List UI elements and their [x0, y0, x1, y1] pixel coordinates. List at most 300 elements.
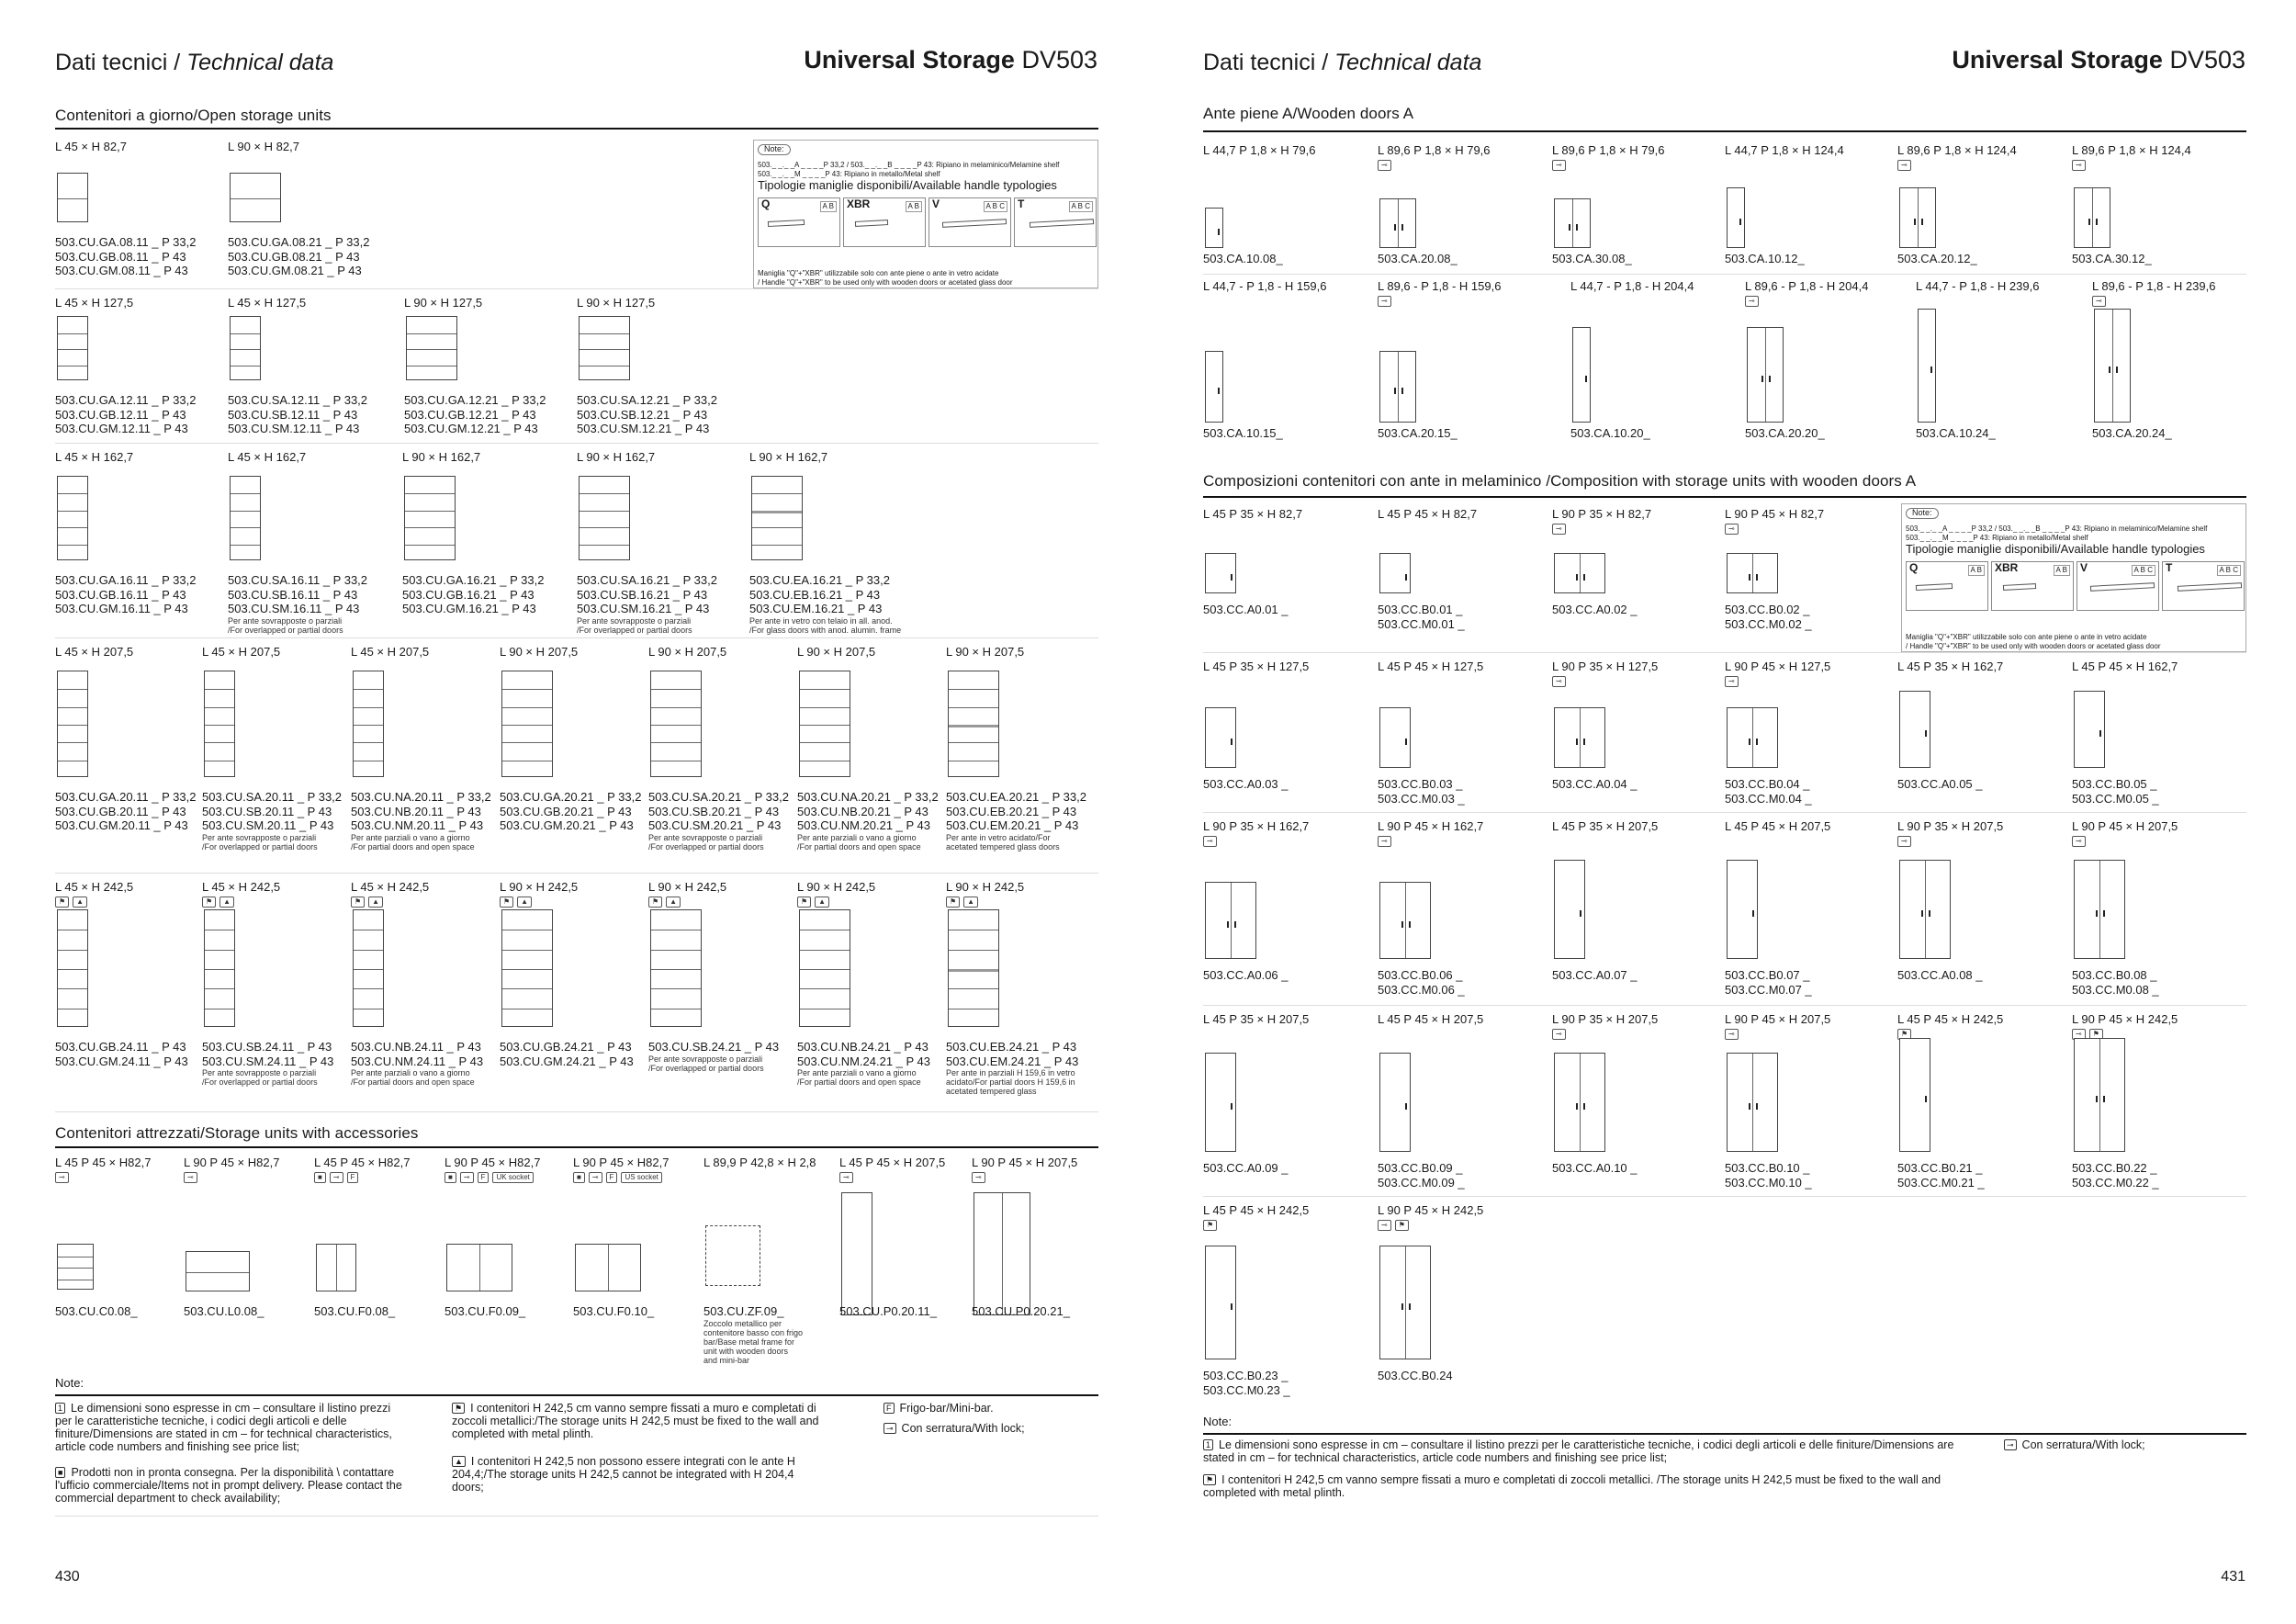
product-note: acetated tempered glass — [946, 1087, 1037, 1096]
product-note: Zoccolo metallico per — [703, 1318, 782, 1328]
handle-drawing — [1030, 219, 1094, 228]
product-code: 503.CU.GM.12.11 _ P 43 — [55, 422, 188, 435]
product-dimensions: L 90 P 35 × H 82,7 — [1552, 507, 1652, 521]
handle-options: A B — [906, 201, 922, 212]
handle-mark — [1749, 1103, 1750, 1110]
handle-box-2 — [843, 197, 926, 247]
door-drawing — [1205, 707, 1236, 768]
warning-icon: ▲ — [368, 897, 383, 908]
handle-mark — [1401, 388, 1403, 394]
accessory-item — [55, 1156, 184, 1367]
product-code: 503.CA.10.24_ — [1916, 426, 1996, 440]
door-split-line — [2092, 188, 2093, 247]
handle-label: T — [1018, 197, 1025, 210]
product-code: 503.CU.SM.12.11 _ P 43 — [228, 422, 360, 435]
flag-icon: ⚑ — [202, 897, 216, 908]
shelf-line — [651, 707, 701, 708]
product-code: 503.CC.B0.22 _ — [2072, 1161, 2157, 1175]
product-code: 503.CA.20.24_ — [2092, 426, 2172, 440]
handle-drawing — [2003, 583, 2036, 591]
product-code: 503.CU.GA.12.21 _ P 33,2 — [404, 393, 546, 407]
composition-item — [1203, 819, 1368, 1005]
handle-box-3 — [2077, 561, 2159, 611]
product-code: 503.CU.GA.08.11 _ P 33,2 — [55, 235, 197, 249]
product-code: 503.CU.SB.12.11 _ P 43 — [228, 407, 358, 422]
product-code: 503.CA.20.08_ — [1378, 252, 1458, 265]
section-rule — [1203, 496, 2246, 498]
handle-mark — [1231, 1103, 1232, 1110]
product-code: 503.CU.GB.12.11 _ P 43 — [55, 407, 186, 422]
product-codes — [703, 1304, 803, 1365]
shelf-line — [407, 333, 456, 334]
product-code: 503.CU.SM.16.11 _ P 43 — [228, 602, 360, 615]
handle-mark — [1583, 1103, 1585, 1110]
shelf-line — [651, 742, 701, 743]
product-dimensions: L 90 P 45 × H82,7 — [573, 1156, 670, 1169]
product-code: 503.CU.GM.16.21 _ P 43 — [402, 602, 536, 615]
product-codes — [577, 573, 717, 635]
socket-tag: US socket — [621, 1172, 661, 1183]
product-note: /For overlapped or partial doors — [202, 841, 318, 851]
product-code: 503.CA.30.12_ — [2072, 252, 2152, 265]
accessory-drawing — [705, 1225, 760, 1286]
product-dimensions: L 90 P 45 × H82,7 — [184, 1156, 280, 1169]
handle-label: V — [2080, 561, 2088, 574]
product-flags — [1725, 524, 1739, 535]
handle-mark — [1761, 376, 1763, 382]
product-codes — [972, 1304, 1070, 1319]
shelf-line — [580, 333, 629, 334]
product-code: 503.CU.F0.09_ — [445, 1304, 526, 1318]
product-flags — [2072, 160, 2086, 171]
door-drawing — [1379, 1053, 1411, 1152]
product-flags — [1203, 836, 1217, 847]
product-code: 503.CU.GM.24.21 _ P 43 — [500, 1054, 634, 1068]
handle-drawing — [1916, 583, 1953, 591]
shelf-line — [231, 349, 260, 350]
product-code: 503.CC.B0.10 _ — [1725, 1161, 1810, 1175]
product-dimensions: L 90 P 45 × H 207,5 — [1725, 1012, 1831, 1026]
product-codes — [648, 790, 789, 851]
product-item — [404, 296, 569, 448]
door-split-line — [1580, 1054, 1581, 1151]
shelf-line — [354, 689, 383, 690]
accessory-drawing — [446, 1244, 512, 1291]
warning-icon: ▲ — [517, 897, 532, 908]
product-flags — [1897, 836, 1911, 847]
product-codes — [1203, 777, 1289, 792]
product-code: 503.CU.P0.20.11_ — [839, 1304, 937, 1318]
flag-icon: ⚑ — [797, 897, 811, 908]
product-codes — [1725, 777, 1812, 806]
row-divider — [55, 443, 1098, 444]
product-code: 503.CC.M0.03 _ — [1378, 791, 1465, 806]
door-drawing — [1554, 860, 1585, 959]
key-icon: ⊸ — [1552, 160, 1566, 171]
product-codes — [1378, 603, 1465, 631]
product-item — [648, 880, 814, 1095]
door-drawing — [1379, 882, 1431, 959]
product-dimensions: L 45 P 35 × H 127,5 — [1203, 660, 1310, 673]
handle-drawing — [2178, 582, 2242, 592]
door-drawing — [1727, 707, 1778, 768]
door-drawing — [1899, 1038, 1930, 1152]
handle-label: V — [932, 197, 940, 210]
shelf-line — [502, 988, 552, 989]
door-split-line — [2099, 861, 2100, 958]
product-flags — [1725, 1029, 1739, 1040]
row-divider — [1203, 274, 2246, 275]
product-code: 503.CA.10.20_ — [1570, 426, 1650, 440]
cabinet-drawing — [948, 671, 999, 777]
handle-mark — [1401, 224, 1403, 231]
warning-icon: ▲ — [666, 897, 681, 908]
door-item — [1570, 279, 1745, 445]
handle-options: A B C — [2217, 565, 2241, 576]
flag-icon: ⚑ — [1203, 1220, 1217, 1231]
product-dimensions: L 44,7 - P 1,8 - H 239,6 — [1916, 279, 2040, 293]
handle-mark — [1749, 574, 1750, 581]
product-code: 503.CU.GB.16.21 _ P 43 — [402, 587, 535, 602]
product-code: 503.CU.NB.24.21 _ P 43 — [797, 1040, 929, 1054]
product-code: 503.CC.A0.04 _ — [1552, 777, 1638, 791]
product-item — [351, 645, 516, 851]
shelf-line — [58, 349, 87, 350]
product-code: 503.CU.GM.08.21 _ P 43 — [228, 264, 362, 277]
product-dimensions: L 89,6 - P 1,8 - H 239,6 — [2092, 279, 2216, 293]
shelf-line — [231, 511, 260, 512]
fridge-icon: F — [884, 1403, 895, 1414]
shelf-line — [949, 742, 998, 743]
product-flags — [1378, 1220, 1409, 1231]
product-dimensions: L 45 P 35 × H 82,7 — [1203, 507, 1303, 521]
product-code: 503.CA.30.08_ — [1552, 252, 1632, 265]
product-note: Per ante sovrapposte o parziali — [648, 1054, 763, 1064]
product-dimensions: L 45 × H 162,7 — [228, 450, 307, 464]
product-dimensions: L 45 P 45 × H 207,5 — [1378, 1012, 1484, 1026]
product-flags — [1378, 296, 1391, 307]
product-note: /For overlapped or partial doors — [648, 841, 764, 851]
product-code: 503.CA.10.08_ — [1203, 252, 1283, 265]
handle-mark — [1576, 739, 1578, 745]
handle-mark — [1769, 376, 1771, 382]
product-code: 503.CC.A0.03 _ — [1203, 777, 1289, 791]
page-header-title: Dati tecnici / Technical data — [1203, 50, 1482, 75]
handle-mark — [1914, 219, 1916, 225]
handle-box-1 — [1906, 561, 1988, 611]
shelf-line — [800, 969, 850, 970]
shelf-line — [580, 527, 629, 528]
shelf-line — [231, 333, 260, 334]
product-code: 503.CU.ZF.09_ — [703, 1304, 784, 1318]
cabinet-drawing — [57, 316, 88, 380]
product-dimensions: L 90 P 45 × H82,7 — [445, 1156, 541, 1169]
door-drawing — [1727, 1053, 1778, 1152]
door-drawing — [1727, 553, 1778, 593]
product-code: 503.CC.A0.05 _ — [1897, 777, 1983, 791]
page-number: 430 — [55, 1569, 80, 1585]
flag-icon: ⚑ — [1395, 1220, 1409, 1231]
composition-item — [1897, 819, 2063, 1005]
product-dimensions: L 90 × H 162,7 — [402, 450, 481, 464]
product-dimensions: L 89,6 - P 1,8 - H 159,6 — [1378, 279, 1502, 293]
product-code: 503.CU.GB.20.21 _ P 43 — [500, 804, 632, 818]
accessory-item — [703, 1156, 832, 1367]
product-code: 503.CU.GB.08.11 _ P 43 — [55, 249, 186, 264]
door-drawing — [1554, 1053, 1605, 1152]
key-icon: ⊸ — [839, 1172, 853, 1183]
product-code: 503.CC.B0.21 _ — [1897, 1161, 1983, 1175]
shelf-line — [502, 689, 552, 690]
key-icon: ⊸ — [1552, 524, 1566, 535]
product-code: 503.CC.M0.06 _ — [1378, 982, 1465, 997]
row-divider — [1203, 1196, 2246, 1197]
product-codes — [648, 1040, 779, 1073]
note-availability: ■ Prodotti non in pronta consegna. Per la disponibilità \ contattare l'ufficio commerciale/Items not in prompt delivery. Please contact the commercial department to check availability; — [55, 1466, 402, 1505]
page-number: 431 — [2221, 1569, 2245, 1585]
handle-mark — [1921, 910, 1923, 917]
product-codes — [1203, 1161, 1289, 1176]
product-code: 503.CC.M0.23 _ — [1203, 1382, 1290, 1397]
product-item — [202, 880, 367, 1095]
product-dimensions: L 45 × H 207,5 — [202, 645, 281, 659]
shelf-line — [354, 725, 383, 726]
key-icon: ⊸ — [1552, 1029, 1566, 1040]
product-codes — [839, 1304, 937, 1319]
product-note: /For partial doors and open space — [351, 841, 475, 851]
cabinet-drawing — [230, 476, 261, 560]
product-code: 503.CC.B0.03 _ — [1378, 777, 1463, 791]
door-split-line — [1580, 554, 1581, 592]
product-codes — [1725, 1161, 1812, 1190]
handle-mark — [1583, 574, 1585, 581]
product-flags — [2092, 296, 2106, 307]
product-code: 503.CU.GM.08.11 _ P 43 — [55, 264, 188, 277]
handle-mark — [1401, 921, 1403, 928]
product-dimensions: L 45 × H 207,5 — [55, 645, 134, 659]
composition-item — [1378, 1203, 1543, 1405]
product-item — [55, 880, 220, 1095]
product-code: 503.CC.M0.04 _ — [1725, 791, 1812, 806]
handle-mark — [1405, 574, 1407, 581]
handle-mark — [1580, 910, 1581, 917]
product-code: 503.CU.SA.16.11 _ P 33,2 — [228, 573, 368, 587]
cabinet-drawing — [501, 671, 553, 777]
product-code: 503.CU.SB.24.11 _ P 43 — [202, 1040, 332, 1054]
product-code: 503.CC.M0.08 _ — [2072, 982, 2159, 997]
shelf-line — [407, 349, 456, 350]
door-item — [2092, 279, 2267, 445]
door-split-line — [2099, 1039, 2100, 1151]
product-code: 503.CU.GA.20.11 _ P 33,2 — [55, 790, 197, 804]
product-code: 503.CC.A0.08 _ — [1897, 968, 1983, 982]
shelf-line — [58, 493, 87, 494]
door-drawing — [1379, 351, 1416, 423]
door-drawing — [1205, 553, 1236, 593]
door-split-line — [1405, 883, 1406, 958]
product-flags — [946, 897, 978, 908]
handle-mark — [1218, 388, 1220, 394]
product-flags — [1552, 1029, 1566, 1040]
product-note: Per ante parziali o vano a giorno — [351, 832, 470, 842]
notes-rule — [1203, 1433, 2246, 1435]
accessory-drawing — [841, 1192, 872, 1315]
product-dimensions: L 90 P 45 × H 207,5 — [2072, 819, 2178, 833]
key-icon: ⊸ — [1378, 160, 1391, 171]
product-dimensions: L 89,6 P 1,8 × H 124,4 — [2072, 143, 2191, 157]
door-drawing — [1379, 198, 1416, 248]
product-dimensions: L 45 × H 242,5 — [202, 880, 281, 894]
product-codes — [1203, 1369, 1290, 1397]
accessory-item — [972, 1156, 1100, 1367]
product-code: 503.CU.SB.20.11 _ P 43 — [202, 804, 332, 818]
door-item — [1203, 279, 1378, 445]
composition-item — [1552, 660, 1717, 814]
product-code: 503.CU.SM.20.11 _ P 43 — [202, 818, 334, 832]
notes-box-title: Note: — [758, 144, 791, 155]
product-flags — [1552, 676, 1566, 687]
product-dimensions: L 44,7 P 1,8 × H 124,4 — [1725, 143, 1844, 157]
product-code: 503.CU.GB.08.21 _ P 43 — [228, 249, 360, 264]
product-note: Per ante in vetro acidato/For — [946, 832, 1051, 842]
product-dimensions: L 45 P 45 × H 162,7 — [2072, 660, 2178, 673]
product-flags — [2072, 836, 2086, 847]
product-code: 503.CU.GA.08.21 _ P 33,2 — [228, 235, 370, 249]
product-code: 503.CA.10.12_ — [1725, 252, 1805, 265]
product-code: 503.CU.EM.24.21 _ P 43 — [946, 1054, 1079, 1068]
product-item — [202, 645, 367, 851]
door-drawing — [2074, 691, 2105, 768]
handle-mark — [1925, 730, 1927, 737]
shelf-line — [800, 707, 850, 708]
handle-mark — [2096, 910, 2098, 917]
product-codes — [1552, 777, 1638, 792]
product-flags — [1378, 160, 1391, 171]
door-drawing — [1379, 553, 1411, 593]
product-code: 503.CU.SA.20.11 _ P 33,2 — [202, 790, 343, 804]
product-codes — [573, 1304, 654, 1319]
cabinet-drawing — [406, 316, 457, 380]
accessory-drawing — [186, 1251, 250, 1291]
door-item — [1897, 143, 2063, 272]
shelf-line — [58, 545, 87, 546]
product-note: /For partial doors and open space — [797, 841, 921, 851]
product-code: 503.CC.B0.23 _ — [1203, 1369, 1289, 1382]
handle-options: A B C — [984, 201, 1007, 212]
product-code: 503.CU.NA.20.11 _ P 33,2 — [351, 790, 491, 804]
product-dimensions: L 45 P 45 × H 82,7 — [1378, 507, 1478, 521]
product-code: 503.CC.M0.10 _ — [1725, 1175, 1812, 1190]
cabinet-drawing — [57, 173, 88, 222]
product-codes — [55, 1304, 138, 1319]
product-codes — [1378, 777, 1465, 806]
door-drawing — [2094, 309, 2131, 423]
product-codes — [351, 1040, 483, 1087]
shelf-line — [354, 742, 383, 743]
product-item — [577, 450, 742, 635]
product-codes — [500, 1040, 634, 1068]
handle-mark — [1930, 367, 1932, 373]
product-flags — [1897, 160, 1911, 171]
notes-box-footer: Maniglia "Q"+"XBR" utilizzabile solo con ante piene o ante in vetro acidate — [1906, 633, 2147, 641]
handle-label: Q — [761, 197, 771, 210]
product-dimensions: L 45 P 45 × H82,7 — [314, 1156, 411, 1169]
product-code: 503.CC.B0.06 _ — [1378, 968, 1463, 982]
accessory-item — [184, 1156, 312, 1367]
product-dimensions: L 45 P 35 × H 207,5 — [1203, 1012, 1310, 1026]
composition-item — [1378, 1012, 1543, 1198]
handle-label: XBR — [1995, 561, 2019, 574]
product-flags — [797, 897, 829, 908]
handle-mark — [2109, 367, 2110, 373]
product-flags — [55, 897, 87, 908]
shelf-line — [58, 969, 87, 970]
product-note: Per ante sovrapposte o parziali — [648, 832, 763, 842]
product-codes — [1378, 968, 1465, 997]
info-icon: 1 — [1203, 1439, 1213, 1450]
key-icon: ⊸ — [2072, 160, 2086, 171]
product-dimensions: L 89,6 - P 1,8 - H 204,4 — [1745, 279, 1869, 293]
product-dimensions: L 45 P 45 × H 207,5 — [1725, 819, 1831, 833]
product-code: 503.CU.C0.08_ — [55, 1304, 138, 1318]
product-item — [55, 645, 220, 845]
shelf-line — [58, 333, 87, 334]
handle-label: T — [2166, 561, 2173, 574]
key-icon: ⊸ — [55, 1172, 69, 1183]
product-dimensions: L 90 × H 207,5 — [946, 645, 1025, 659]
key-icon: ⊸ — [884, 1423, 896, 1434]
key-icon: ⊸ — [1725, 1029, 1739, 1040]
handle-options: A B C — [1069, 201, 1093, 212]
cabinet-drawing — [404, 476, 456, 560]
shelf-line — [205, 969, 234, 970]
handle-label: Q — [1909, 561, 1919, 574]
notes-rule — [55, 1394, 1098, 1396]
door-split-line — [608, 1245, 609, 1291]
product-codes — [946, 790, 1086, 851]
shelf-line — [502, 969, 552, 970]
product-code: 503.CC.B0.08 _ — [2072, 968, 2157, 982]
product-flags — [839, 1172, 853, 1183]
product-code: 503.CU.SA.12.11 _ P 33,2 — [228, 393, 368, 407]
product-code: 503.CC.A0.10 _ — [1552, 1161, 1638, 1175]
cabinet-drawing — [57, 476, 88, 560]
handle-options: A B — [2054, 565, 2070, 576]
door-drawing — [1727, 860, 1758, 959]
key-icon: ⊸ — [972, 1172, 985, 1183]
product-code: 503.CU.EM.20.21 _ P 43 — [946, 818, 1079, 832]
accessory-item — [445, 1156, 573, 1367]
shelf-line — [231, 527, 260, 528]
key-icon: ⊸ — [1725, 676, 1739, 687]
product-code: 503.CU.GA.20.21 _ P 33,2 — [500, 790, 642, 804]
composition-item — [1725, 660, 1890, 814]
product-code: 503.CC.M0.09 _ — [1378, 1175, 1465, 1190]
row-divider — [1203, 812, 2246, 813]
shelf-line — [58, 689, 87, 690]
shelf-line — [405, 527, 455, 528]
product-codes — [202, 1040, 333, 1087]
shelf-line — [58, 198, 87, 199]
product-item — [749, 450, 915, 635]
flag-icon: ⚑ — [946, 897, 960, 908]
handle-mark — [1234, 921, 1236, 928]
product-codes — [184, 1304, 264, 1319]
product-note: Per ante parziali o vano a giorno — [797, 1068, 917, 1077]
shelf-line — [58, 511, 87, 512]
shelf-line — [651, 969, 701, 970]
door-drawing — [1554, 707, 1605, 768]
